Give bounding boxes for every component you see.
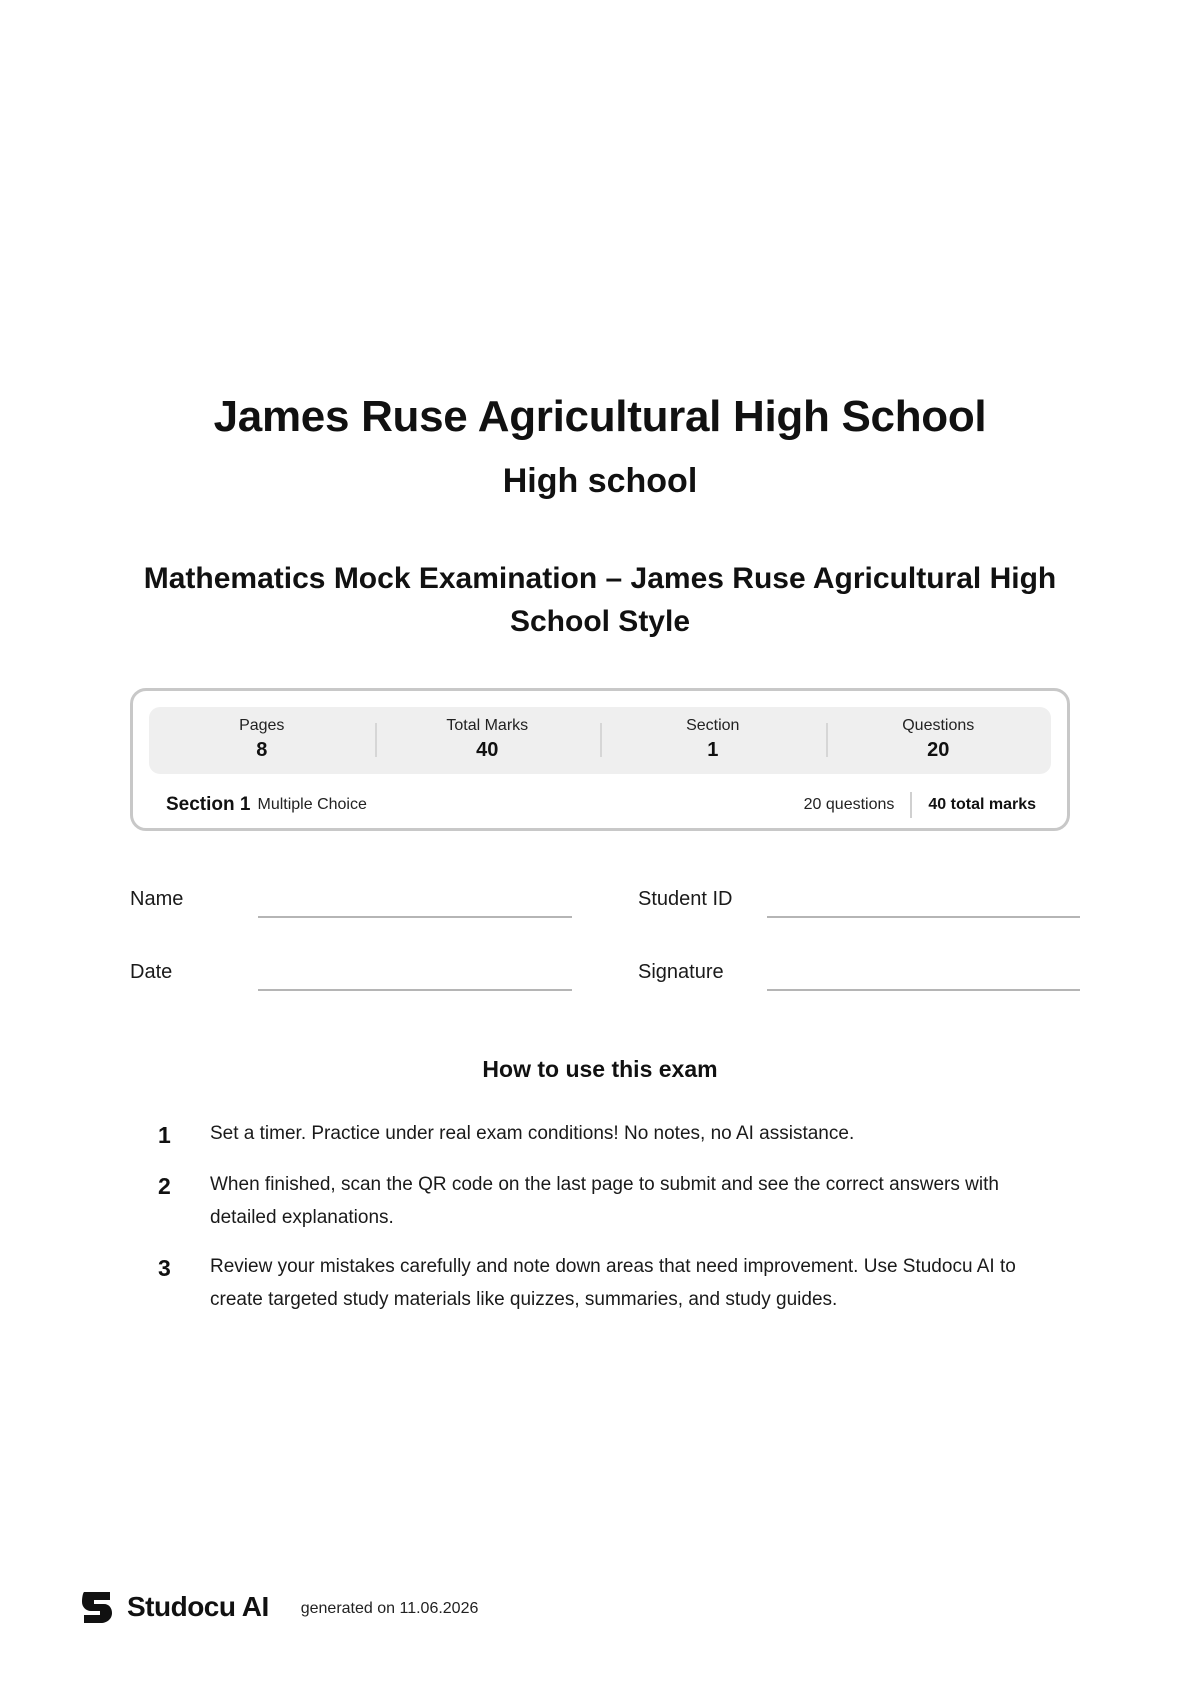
stat-label: Pages: [239, 717, 285, 734]
instructions-title: How to use this exam: [482, 1056, 718, 1082]
stat-value: 1: [707, 739, 719, 761]
stat-value: 40: [476, 739, 499, 761]
instruction-step: [158, 1250, 1058, 1316]
section-divider: [910, 792, 912, 818]
instruction-step: [158, 1168, 1058, 1234]
exam-title: Mathematics Mock Examination – James Ruse Agricultural High School Style: [143, 562, 1057, 638]
step-text: When finished, scan the QR code on the last page to submit and see the correct answers with detailed explanations.: [210, 1174, 999, 1228]
signature-field-line[interactable]: [767, 989, 1080, 991]
stat-section: [600, 707, 826, 774]
student-id-field-line[interactable]: [767, 916, 1080, 918]
step-number: 3: [158, 1255, 171, 1281]
instruction-list: [158, 1117, 1058, 1332]
signature-label: Signature: [638, 961, 724, 983]
school-name: James Ruse Agricultural High School: [213, 392, 987, 441]
section-question-count: 20 questions: [803, 796, 895, 813]
school-type: High school: [502, 462, 698, 500]
name-label: Name: [130, 888, 184, 910]
section-name: Section 1: [166, 794, 251, 815]
date-label: Date: [130, 961, 173, 983]
footer: [79, 1587, 478, 1627]
section-summary-row: [166, 791, 1036, 819]
generated-date: generated on 11.06.2026: [300, 1600, 479, 1617]
stat-label: Total Marks: [446, 717, 529, 734]
stat-value: 8: [256, 739, 268, 761]
date-field-line[interactable]: [258, 989, 572, 991]
student-id-label: Student ID: [638, 888, 733, 910]
exam-stats-row: [149, 707, 1051, 774]
step-number: 1: [158, 1122, 171, 1148]
section-type: Multiple Choice: [257, 796, 367, 813]
exam-summary-card: [130, 688, 1070, 831]
stat-pages: [149, 707, 375, 774]
stat-total-marks: [375, 707, 601, 774]
section-total-marks: 40 total marks: [928, 796, 1036, 813]
step-number: 2: [158, 1173, 171, 1199]
studocu-logo-icon: [79, 1589, 115, 1625]
section-meta: [804, 792, 1036, 818]
stat-questions: [826, 707, 1052, 774]
stat-label: Section: [686, 717, 740, 734]
brand-name: Studocu AI: [127, 1591, 269, 1622]
name-field-line[interactable]: [258, 916, 572, 918]
stat-value: 20: [927, 739, 950, 761]
step-text: Set a timer. Practice under real exam conditions! No notes, no AI assistance.: [210, 1123, 855, 1144]
stat-label: Questions: [902, 717, 975, 734]
instruction-step: [158, 1117, 1058, 1152]
step-text: Review your mistakes carefully and note down areas that need improvement. Use Studocu AI to create targeted study materials like quizzes, summaries, and study guides.: [210, 1256, 1016, 1310]
